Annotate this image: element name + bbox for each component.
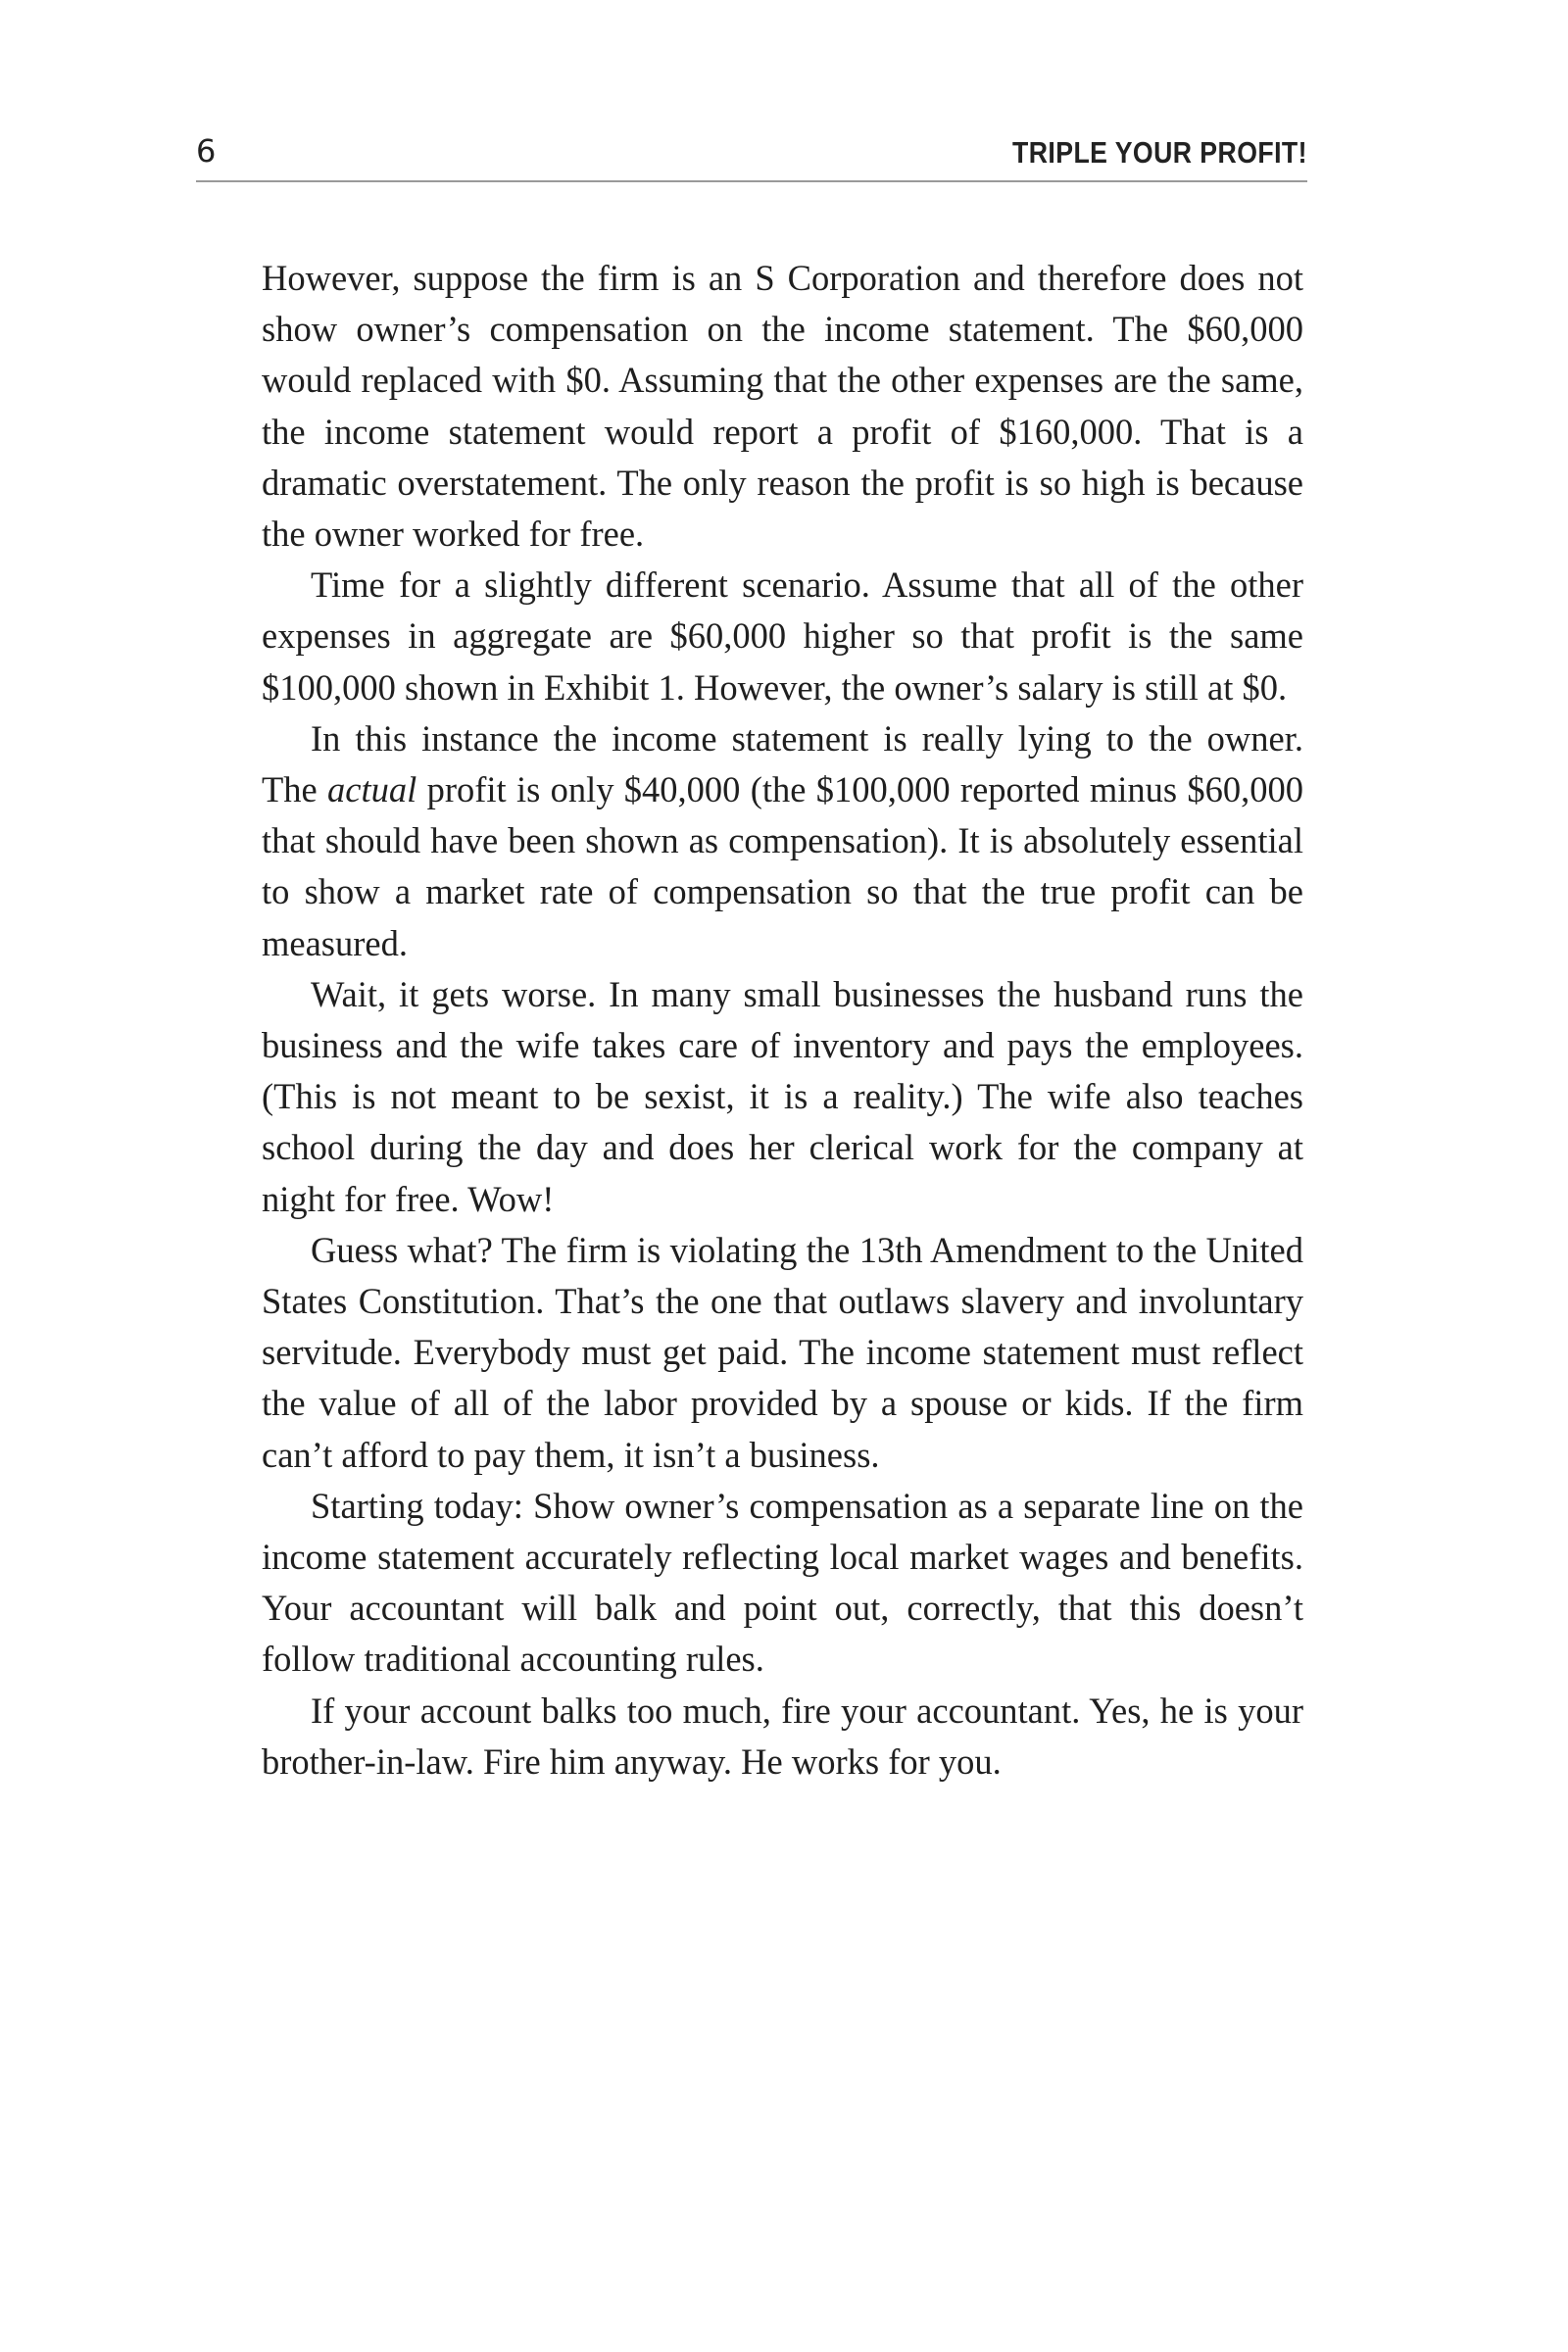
page-number: 6 [196, 132, 217, 170]
paragraph-different-scenario: Time for a slightly different scenario. Assume that all of the other expenses in aggregate are $60,000 higher so that profit is the same $100,000 shown in Exhibit 1. However, the owner’s salary is still at $0. [262, 564, 1303, 708]
book-title: TRIPLE YOUR PROFIT! [1012, 135, 1307, 170]
emphasized-word: actual [327, 769, 417, 810]
body-text [262, 253, 1303, 1788]
running-header [196, 125, 1307, 182]
paragraph-text-after-emphasis: profit is only $40,000 (the $100,000 reported minus $60,000 that should have been shown as compensation). It is absolutely essential to show a market rate of compensation so that the true profit can be measured. [262, 769, 1303, 963]
paragraph-gets-worse: Wait, it gets worse. In many small businesses the husband runs the business and the wife takes care of inventory and pays the employees. (This is not meant to be sexist, it is a reality.) The wife also teaches school during the day and does her clerical work for the company at night for free. Wow! [262, 973, 1303, 1219]
paragraph-13th-amendment: Guess what? The firm is violating the 13th Amendment to the United States Constitution. That’s the one that outlaws slavery and involuntary servitude. Everybody must get paid. The income statement must reflect the value of all of the labor provided by a spouse or kids. If the firm can’t afford to pay them, it isn’t a business. [262, 1229, 1303, 1475]
paragraph-fire-accountant: If your account balks too much, fire your accountant. Yes, he is your brother-in-law. Fire him anyway. He works for you. [262, 1690, 1303, 1782]
paragraph-text-before-emphasis: In this instance the income statement is really lying to the owner. The [262, 717, 1303, 810]
paragraph-starting-today: Starting today: Show owner’s compensation as a separate line on the income statement accurately reflecting local market wages and benefits. Your accountant will balk and point out, correctly, that this doesn’t follow traditional accounting rules. [262, 1485, 1303, 1680]
paragraph-income-statement-lying [262, 713, 1303, 969]
paragraph-s-corporation: However, suppose the firm is an S Corporation and therefore does not show owner’s compensation on the income statement. The $60,000 would replaced with $0. Assuming that the other expenses are the same, the income statement would report a profit of $160,000. That is a dramatic overstatement. The only reason the profit is so high is because the owner worked for free. [262, 258, 1303, 555]
